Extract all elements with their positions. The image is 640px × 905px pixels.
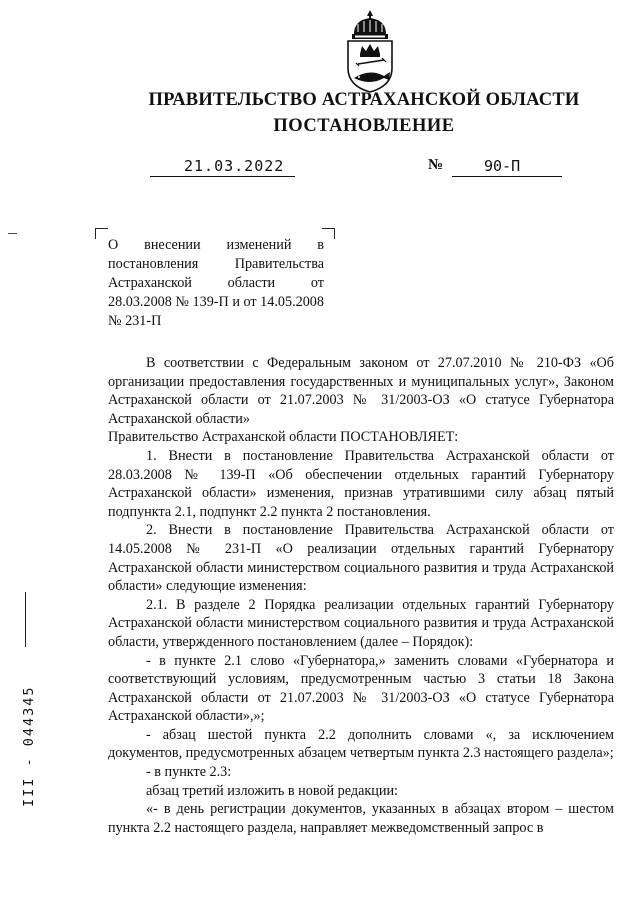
paragraph-change-2-2: - абзац шестой пункта 2.2 дополнить словами «, за исключением документов, предусмотренных абзацем четвертым пункта 2.3 настоящего раздела»; [108,726,614,762]
number-sign: № [428,157,444,173]
paragraph-resolves: Правительство Астраханской области ПОСТАНОВЛЯЕТ: [108,429,459,446]
form-serial-number: III - 044345 [21,685,37,807]
paragraph-preamble: В соответствии с Федеральным законом от 27.07.2010 № 210-ФЗ «Об организации предоставления государственных и муниципальных услуг», Законом Астраханской области от 21.07.2003 № 31/2003-ОЗ «О статусе Губернатора Астраханской области» [108,355,614,427]
document-subject: О внесении изменений в постановления Правительства Астраханской области от 28.03.2008 № 139-П и от 14.05.2008 № 231-П [108,237,324,329]
coat-of-arms-emblem [340,8,400,94]
document-number: 90-П [484,157,521,175]
paragraph-point-2-3: - в пункте 2.3: [146,764,232,781]
document-type: ПОСТАНОВЛЕНИЕ [273,116,455,136]
subject-bracket-left [95,228,108,239]
margin-dash [8,233,17,234]
margin-rule [25,592,26,647]
paragraph-quoted-text: «- в день регистрации документов, указанных в абзацах втором – шестом пункта 2.2 настоящего раздела, направляет межведомственный запрос в [108,801,614,836]
paragraph-item-1: 1. Внести в постановление Правительства Астраханской области от 28.03.2008 № 139-П «Об обеспечении отдельных гарантий Губернатору Астраханской области» изменения, признав утратившими силу абзац пятый подпункта 2.1, подпункт 2.2 пункта 2 постановления. [108,447,614,520]
government-title: ПРАВИТЕЛЬСТВО АСТРАХАНСКОЙ ОБЛАСТИ [148,90,580,110]
date-underline [150,176,295,177]
paragraph-item-2: 2. Внести в постановление Правительства Астраханской области от 14.05.2008 № 231-П «О реализации отдельных гарантий Губернатору Астраханской области министерством социального развития и труда Астраханской области» следующие изменения: [108,522,614,595]
number-underline [452,176,562,177]
paragraph-change-2-1: - в пункте 2.1 слово «Губернатора,» заменить словами «Губернатора и соответствующий условиям, предусмотренным частью 3 статьи 18 Закона Астраханской области от 21.07.2003 № 31/2003-ОЗ «О статусе Губернатора Астраханской области»,»; [108,652,614,725]
paragraph-item-2-1: 2.1. В разделе 2 Порядка реализации отдельных гарантий Губернатору Астраханской области министерством социального развития и труда Астраханской области, утвержденного постановлением (далее – Порядок): [108,596,614,650]
document-date: 21.03.2022 [184,157,285,175]
document-body [108,354,614,837]
paragraph-new-edition: абзац третий изложить в новой редакции: [146,782,398,799]
